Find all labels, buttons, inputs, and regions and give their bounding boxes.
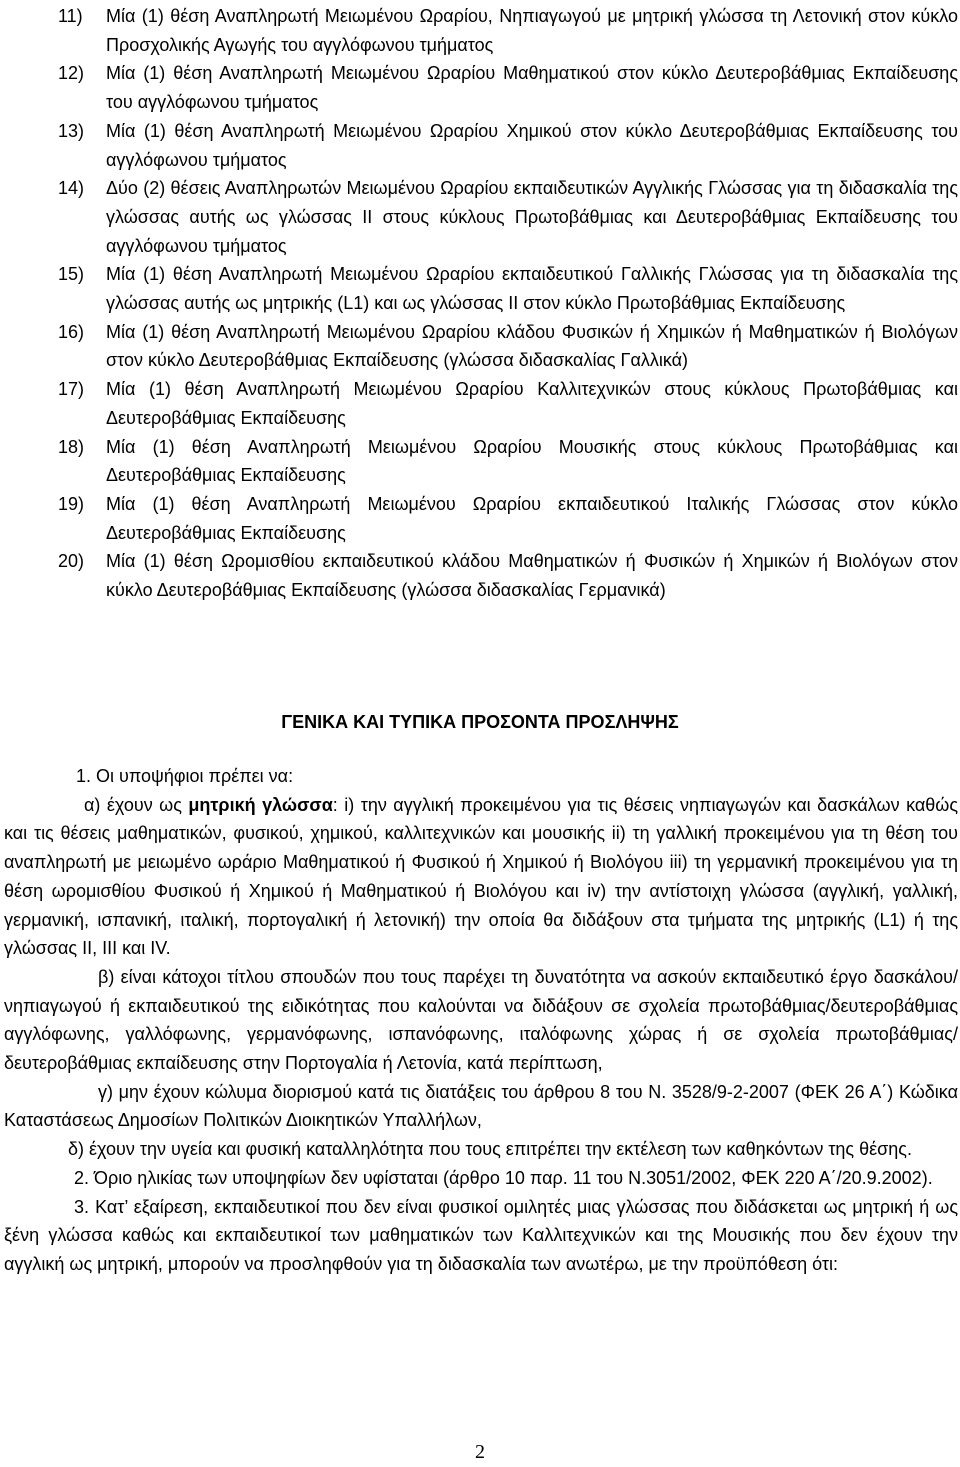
list-item bbox=[58, 117, 958, 174]
list-item-number: 18) bbox=[58, 436, 85, 457]
requirement-gamma: γ) μην έχουν κώλυμα διορισμού κατά τις διατάξεις του άρθρου 8 του Ν. 3528/9-2-2007 (ΦΕΚ 26 Α΄) Κώδικα Καταστάσεως Δημοσίων Πολιτικών Διοικητικών Υπαλλήλων, bbox=[4, 1081, 958, 1131]
list-item-number: 11) bbox=[58, 6, 83, 26]
list-item-text: Μία (1) θέση Αναπληρωτή Μειωμένου Ωραρίου Μαθηματικού στον κύκλο Δευτεροβάθμιας Εκπαίδευσης του αγγλόφωνου τμήματος bbox=[106, 63, 958, 113]
list-item bbox=[58, 375, 958, 432]
list-item-text: Μία (1) θέση Αναπληρωτή Μειωμένου Ωραρίου Καλλιτεχνικών στους κύκλους Πρωτοβάθμιας και Δευτεροβάθμιας Εκπαίδευσης bbox=[106, 379, 958, 428]
list-item bbox=[58, 490, 958, 547]
list-item bbox=[58, 318, 958, 375]
section-heading: ΓΕΝΙΚΑ ΚΑΙ ΤΥΠΙΚΑ ΠΡΟΣΟΝΤΑ ΠΡΟΣΛΗΨΗΣ bbox=[281, 712, 679, 732]
list-item-text: Μία (1) θέση Αναπληρωτή Μειωμένου Ωραρίου Χημικού στον κύκλο Δευτεροβάθμιας Εκπαίδευσης του αγγλόφωνου τμήματος bbox=[106, 120, 958, 170]
list-item-number: 16) bbox=[58, 321, 85, 342]
list-item-number: 12) bbox=[58, 63, 85, 84]
list-item-text: Δύο (2) θέσεις Αναπληρωτών Μειωμένου Ωραρίου εκπαιδευτικών Αγγλικής Γλώσσας για τη διδασκαλία της γλώσσας αυτής ως γλώσσας ΙΙ στους κύκλους Πρωτοβάθμιας και Δευτεροβάθμιας Εκπαίδευσης του αγγλόφωνου τμήματος bbox=[106, 178, 958, 256]
list-item bbox=[58, 433, 958, 490]
requirement-alpha-rest: : i) την αγγλική προκειμένου για τις θέσεις νηπιαγωγών και δασκάλων καθώς και τις θέσεις μαθηματικών, φυσικού, χημικού, καλλιτεχνικών και μουσικής ii) τη γαλλική προκειμένου για τη θέση του αναπληρωτή με μειωμένο ωράριο Μαθηματικού ή Φυσικού ή Χημικού ή Βιολόγου iii) τη γερμανική προκειμένου για τη θέση ωρομισθίου Φυσικού ή Χημικού ή Μαθηματικού ή Βιολόγου και iv) την αντίστοιχη γλώσσα (αγγλική, γαλλική, γερμανική, ισπανική, ιταλική, πορτογαλική ή λετονική) την οποία θα διδάξουν στα τμήματα της μητρικής (L1) ή της γλώσσας II, III και IV. bbox=[4, 794, 958, 959]
list-item-number: 17) bbox=[58, 379, 85, 400]
list-item bbox=[58, 59, 958, 116]
requirement-alpha-bold: μητρική γλώσσα bbox=[188, 794, 333, 815]
requirement-item-3: 3. Κατ’ εξαίρεση, εκπαιδευτικοί που δεν είναι φυσικοί ομιλητές μιας γλώσσας που διδάσκεται ως μητρική ή ως ξένη γλώσσα καθώς και εκπαιδευτικοί των μαθηματικών των Καλλιτεχνικών και της Μουσικής που δεν έχουν την αγγλική ως μητρική, μπορούν να προσληφθούν για τη διδασκαλία των ανωτέρω, με την προϋπόθεση ότι: bbox=[4, 1196, 958, 1274]
list-item bbox=[58, 174, 958, 260]
list-item bbox=[58, 260, 958, 317]
list-item-text: Μία (1) θέση Αναπληρωτή Μειωμένου Ωραρίου, Νηπιαγωγού με μητρική γλώσσα τη Λετονική στον κύκλο Προσχολικής Αγωγής του αγγλόφωνου τμήματος bbox=[106, 6, 958, 55]
list-item bbox=[58, 547, 958, 604]
requirement-delta: δ) έχουν την υγεία και φυσική καταλληλότητα που τους επιτρέπει την εκτέλεση των καθηκόντων της θέσης. bbox=[68, 1139, 912, 1160]
list-item-number: 14) bbox=[58, 178, 85, 199]
requirement-beta: β) είναι κάτοχοι τίτλου σπουδών που τους παρέχει τη δυνατότητα να ασκούν εκπαιδευτικό έργο δασκάλου/νηπιαγωγού ή εκπαιδευτικού της ειδικότητας που καλούνται να διδάξουν σε σχολεία πρωτοβάθμιας/δευτεροβάθμιας αγγλόφωνης, γαλλόφωνης, γερμανόφωνης, ισπανόφωνης, ιταλόφωνης χώρας ή σε σχολεία πρωτοβάθμιας/δευτεροβάθμιας εκπαίδευσης στην Πορτογαλία ή Λετονία, κατά περίπτωση, bbox=[4, 966, 958, 1074]
list-item-number: 13) bbox=[58, 120, 85, 141]
list-item-number: 19) bbox=[58, 493, 85, 514]
positions-list bbox=[58, 2, 958, 605]
list-item bbox=[58, 2, 958, 59]
list-item-text: Μία (1) θέση Αναπληρωτή Μειωμένου Ωραρίου εκπαιδευτικού Ιταλικής Γλώσσας στον κύκλο Δευτεροβάθμιας Εκπαίδευσης bbox=[106, 493, 958, 543]
list-item-text: Μία (1) θέση Αναπληρωτή Μειωμένου Ωραρίου Μουσικής στους κύκλους Πρωτοβάθμιας και Δευτεροβάθμιας Εκπαίδευσης bbox=[106, 436, 958, 486]
requirement-alpha-prefix: α) έχουν ως bbox=[84, 794, 189, 815]
requirement-alpha bbox=[4, 791, 958, 963]
list-item-number: 20) bbox=[58, 551, 85, 572]
list-item-text: Μία (1) θέση Αναπληρωτή Μειωμένου Ωραρίου εκπαιδευτικού Γαλλικής Γλώσσας για τη διδασκαλία της γλώσσας αυτής ως μητρικής (L1) και ως γλώσσας ΙΙ στον κύκλο Πρωτοβάθμιας Εκπαίδευσης bbox=[106, 264, 958, 314]
requirement-item-2: 2. Όριο ηλικίας των υποψηφίων δεν υφίσταται (άρθρο 10 παρ. 11 του Ν.3051/2002, ΦΕΚ 220 Α΄/20.9.2002). bbox=[74, 1167, 933, 1188]
list-item-text: Μία (1) θέση Ωρομισθίου εκπαιδευτικού κλάδου Μαθηματικών ή Φυσικών ή Χημικών ή Βιολόγων στον κύκλο Δευτεροβάθμιας Εκπαίδευσης (γλώσσα διδασκαλίας Γερμανικά) bbox=[106, 551, 958, 601]
page-number: 2 bbox=[475, 1441, 485, 1463]
requirement-item-1-intro: 1. Οι υποψήφιοι πρέπει να: bbox=[76, 766, 294, 786]
list-item-number: 15) bbox=[58, 264, 85, 285]
list-item-text: Μία (1) θέση Αναπληρωτή Μειωμένου Ωραρίου κλάδου Φυσικών ή Χημικών ή Μαθηματικών ή Βιολόγων στον κύκλο Δευτεροβάθμιας Εκπαίδευσης (γλώσσα διδασκαλίας Γαλλικά) bbox=[106, 321, 958, 371]
requirements-section bbox=[4, 762, 958, 1279]
